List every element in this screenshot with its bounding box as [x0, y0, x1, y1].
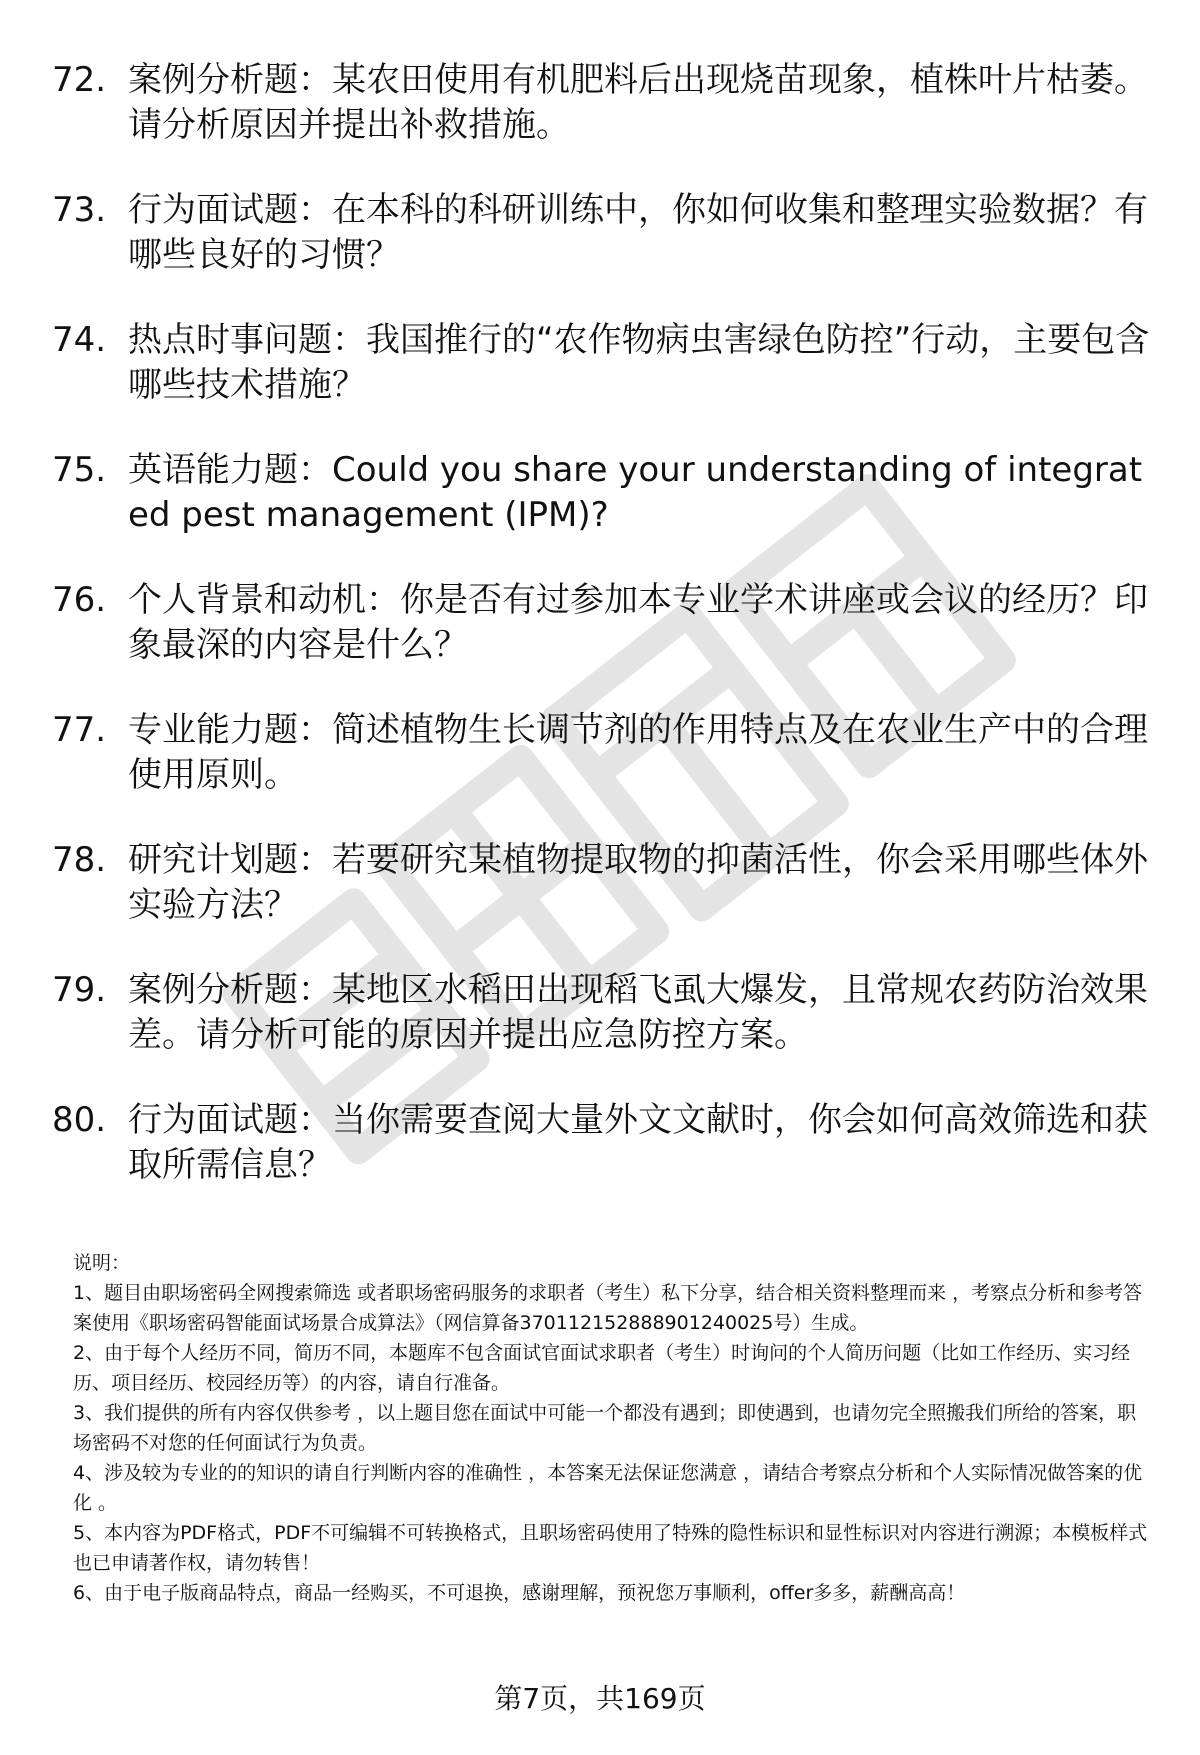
question-text: 案例分析题：某农田使用有机肥料后出现烧苗现象，植株叶片枯萎。请分析原因并提出补救措施。 — [128, 60, 1148, 145]
question-number: 79. — [52, 970, 107, 1010]
question-text: 案例分析题：某地区水稻田出现稻飞虱大爆发，且常规农药防治效果差。请分析可能的原因并提出应急防控方案。 — [128, 970, 1148, 1055]
question-item — [52, 1098, 1152, 1185]
question-text: 研究计划题：若要研究某植物提取物的抑菌活性，你会采用哪些体外实验方法？ — [128, 840, 1148, 925]
question-number: 73. — [52, 190, 107, 230]
question-number: 75. — [52, 450, 107, 490]
note-item: 5、本内容为PDF格式，PDF不可编辑不可转换格式，且职场密码使用了特殊的隐性标识和显性标识对内容进行溯源；本模板样式也已申请著作权，请勿转售！ — [73, 1522, 1148, 1574]
question-item — [52, 188, 1152, 275]
question-number: 74. — [52, 320, 107, 360]
page-number: 第7页，共169页 — [494, 1682, 706, 1715]
question-number: 76. — [52, 580, 107, 620]
question-number: 72. — [52, 60, 107, 100]
note-item: 3、我们提供的所有内容仅供参考 ，以上题目您在面试中可能一个都没有遇到；即使遇到，也请勿完全照搬我们所给的答案，职场密码不对您的任何面试行为负责。 — [73, 1402, 1137, 1454]
note-item: 2、由于每个人经历不同，简历不同，本题库不包含面试官面试求职者（考生）时询问的个人简历问题（比如工作经历、实习经历、项目经历、校园经历等）的内容，请自行准备。 — [73, 1342, 1131, 1394]
question-list — [52, 58, 1152, 1228]
question-item — [52, 838, 1152, 925]
question-number: 80. — [52, 1100, 107, 1140]
question-item — [52, 58, 1152, 145]
note-item: 4、涉及较为专业的的知识的请自行判断内容的准确性 ，本答案无法保证您满意 ，请结合考察点分析和个人实际情况做答案的优化 。 — [73, 1462, 1143, 1514]
notes-heading: 说明： — [73, 1252, 131, 1274]
question-item — [52, 448, 1152, 535]
question-item — [52, 708, 1152, 795]
notes-section — [73, 1248, 1153, 1608]
note-item: 6、由于电子版商品特点，商品一经购买，不可退换，感谢理解，预祝您万事顺利，offer多多，薪酬高高！ — [73, 1582, 966, 1604]
question-number: 78. — [52, 840, 107, 880]
question-text: 专业能力题：简述植物生长调节剂的作用特点及在农业生产中的合理使用原则。 — [128, 710, 1148, 795]
question-item — [52, 318, 1152, 405]
question-text: 个人背景和动机：你是否有过参加本专业学术讲座或会议的经历？印象最深的内容是什么？ — [128, 580, 1148, 665]
note-item: 1、题目由职场密码全网搜索筛选 或者职场密码服务的求职者（考生）私下分享，结合相关资料整理而来 ，考察点分析和参考答案使用《职场密码智能面试场景合成算法》（网信算备370112152888901240025号）生成。 — [73, 1282, 1143, 1334]
question-text: 英语能力题：Could you share your understanding of integrated pest management (IPM)? — [128, 450, 1143, 535]
question-number: 77. — [52, 710, 107, 750]
question-item — [52, 578, 1152, 665]
question-text: 行为面试题：在本科的科研训练中，你如何收集和整理实验数据？有哪些良好的习惯？ — [128, 190, 1148, 275]
question-text: 行为面试题：当你需要查阅大量外文文献时，你会如何高效筛选和获取所需信息？ — [128, 1100, 1148, 1185]
question-item — [52, 968, 1152, 1055]
question-text: 热点时事问题：我国推行的“农作物病虫害绿色防控”行动，主要包含哪些技术措施？ — [128, 320, 1150, 405]
